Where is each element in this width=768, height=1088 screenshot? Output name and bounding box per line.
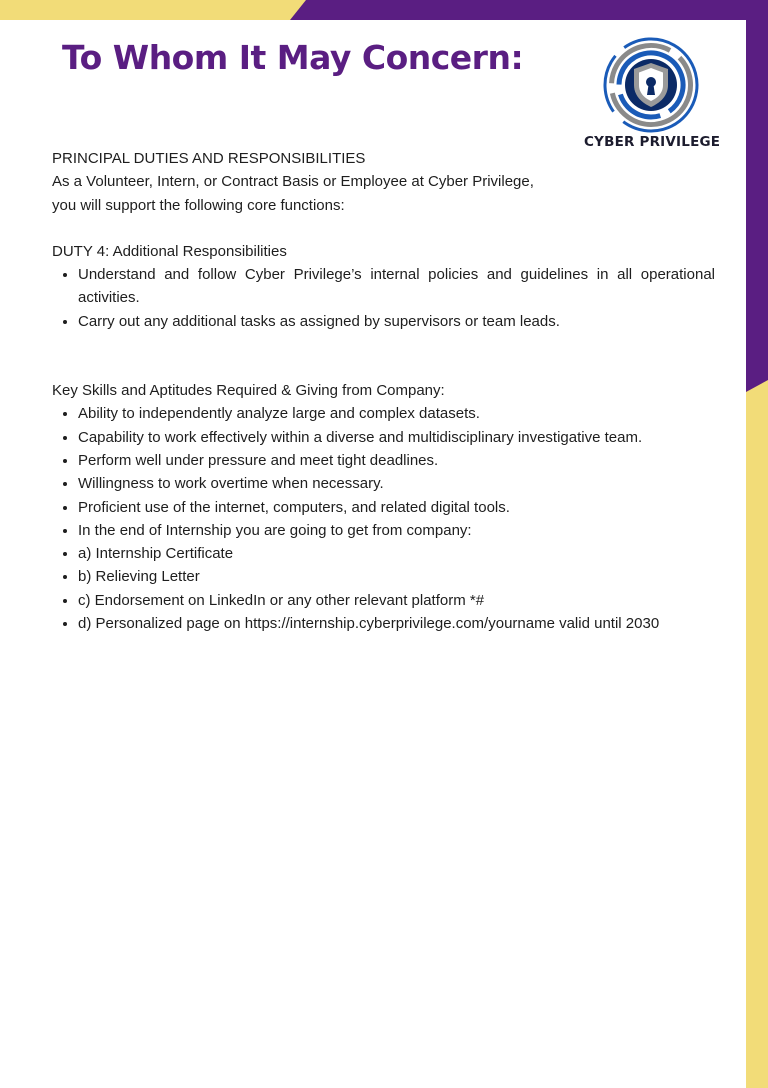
- right-yellow-band: [746, 380, 768, 1088]
- list-item: • a) Internship Certificate: [78, 542, 715, 565]
- intro-line-2: you will support the following core functions:: [52, 196, 345, 214]
- top-purple-band: [290, 0, 768, 20]
- list-item: • Willingness to work overtime when necessary.: [78, 472, 715, 495]
- list-item: • b) Relieving Letter: [78, 565, 715, 588]
- duty4-title: DUTY 4: Additional Responsibilities: [52, 242, 287, 260]
- list-item: • d) Personalized page on https://internship.cyberprivilege.com/yourname valid until 2030: [78, 612, 715, 635]
- list-item: • Understand and follow Cyber Privilege’s internal policies and guidelines in all operational activities.: [78, 263, 715, 310]
- company-logo: [584, 34, 721, 154]
- skills-list: [52, 402, 715, 635]
- list-item: • In the end of Internship you are going to get from company:: [78, 519, 715, 542]
- spacer: [52, 333, 715, 379]
- shield-lock-icon: [600, 34, 702, 136]
- duty4-list: [52, 263, 715, 333]
- list-item: • Perform well under pressure and meet tight deadlines.: [78, 449, 715, 472]
- intro-line-1: As a Volunteer, Intern, or Contract Basis or Employee at Cyber Privilege,: [52, 173, 534, 191]
- section-title-duties: PRINCIPAL DUTIES AND RESPONSIBILITIES: [52, 150, 366, 167]
- top-yellow-band: [0, 0, 320, 20]
- skills-title: Key Skills and Aptitudes Required & Giving from Company:: [52, 382, 445, 400]
- list-item: • Carry out any additional tasks as assigned by supervisors or team leads.: [78, 310, 715, 333]
- letter-body: [52, 147, 715, 635]
- list-item: • c) Endorsement on LinkedIn or any other relevant platform *#: [78, 589, 715, 612]
- list-item: • Ability to independently analyze large and complex datasets.: [78, 402, 715, 425]
- right-purple-band: [746, 0, 768, 392]
- list-item: • Proficient use of the internet, computers, and related digital tools.: [78, 496, 715, 519]
- logo-wordmark: CYBER PRIVILEGE: [584, 134, 721, 150]
- spacer: [52, 217, 715, 240]
- page-title: To Whom It May Concern:: [62, 38, 524, 77]
- list-item: • Capability to work effectively within a diverse and multidisciplinary investigative team.: [78, 426, 715, 449]
